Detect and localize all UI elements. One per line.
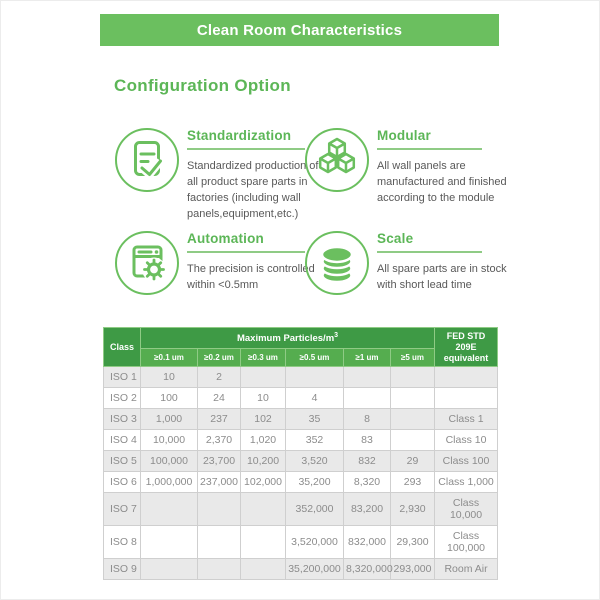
value-cell (391, 430, 435, 451)
value-cell: 83,200 (344, 493, 391, 526)
value-cell: 29,300 (391, 526, 435, 559)
size-header: ≥0.2 um (198, 349, 241, 367)
value-cell: 83 (344, 430, 391, 451)
fed-cell: Room Air (435, 559, 498, 580)
value-cell (391, 367, 435, 388)
class-cell: ISO 5 (104, 451, 141, 472)
value-cell (344, 388, 391, 409)
feature-scale (377, 231, 511, 293)
value-cell (141, 559, 198, 580)
value-cell: 352,000 (286, 493, 344, 526)
class-column-header: Class (104, 328, 141, 367)
value-cell: 35,200,000 (286, 559, 344, 580)
feature-title: Automation (187, 231, 264, 246)
table-body (104, 367, 498, 580)
coins-stack-icon (304, 230, 370, 296)
value-cell: 1,000 (141, 409, 198, 430)
value-cell (241, 526, 286, 559)
class-cell: ISO 8 (104, 526, 141, 559)
value-cell (198, 559, 241, 580)
value-cell (241, 367, 286, 388)
table-row (104, 430, 498, 451)
size-header: ≥0.5 um (286, 349, 344, 367)
section-title: Configuration Option (114, 76, 291, 95)
value-cell: 35 (286, 409, 344, 430)
value-cell: 102 (241, 409, 286, 430)
value-cell: 100,000 (141, 451, 198, 472)
value-cell (241, 559, 286, 580)
value-cell: 2 (198, 367, 241, 388)
class-cell: ISO 4 (104, 430, 141, 451)
size-header: ≥1 um (344, 349, 391, 367)
particles-group-header: Maximum Particles/$m^3$ (141, 328, 435, 349)
class-cell: ISO 6 (104, 472, 141, 493)
feature-title: Modular (377, 128, 431, 143)
table-row (104, 526, 498, 559)
title-underline (187, 148, 305, 150)
value-cell: 10,200 (241, 451, 286, 472)
value-cell (198, 493, 241, 526)
value-cell: 1,000,000 (141, 472, 198, 493)
table-row (104, 493, 498, 526)
feature-title: Standardization (187, 128, 292, 143)
cubes-icon (304, 127, 370, 193)
class-cell: ISO 2 (104, 388, 141, 409)
feature-description: All spare parts are in stock with short lead time (377, 263, 507, 291)
banner-title: Clean Room Characteristics (196, 21, 403, 39)
value-cell (344, 367, 391, 388)
value-cell (241, 493, 286, 526)
class-cell: ISO 3 (104, 409, 141, 430)
value-cell: 832 (344, 451, 391, 472)
value-cell: 1,020 (241, 430, 286, 451)
fed-column-header: FED STD 209E equivalent (435, 328, 498, 367)
table-row (104, 451, 498, 472)
value-cell: 4 (286, 388, 344, 409)
title-underline (377, 148, 482, 150)
feature-description: Standardized production of all product spare parts in factories (including wall panels,equipment,etc.) (187, 160, 319, 220)
size-header: ≥5 um (391, 349, 435, 367)
value-cell: 10 (141, 367, 198, 388)
cleanroom-table-wrapper (103, 327, 498, 580)
feature-modular (377, 128, 511, 206)
value-cell (141, 493, 198, 526)
value-cell (391, 388, 435, 409)
fed-cell (435, 367, 498, 388)
fed-cell: Class 100,000 (435, 526, 498, 559)
value-cell: 35,200 (286, 472, 344, 493)
value-cell (286, 367, 344, 388)
size-header: ≥0.1 um (141, 349, 198, 367)
value-cell (391, 409, 435, 430)
value-cell: 10 (241, 388, 286, 409)
value-cell: 237,000 (198, 472, 241, 493)
fed-cell: Class 1,000 (435, 472, 498, 493)
feature-description: All wall panels are manufactured and finished according to the module (377, 160, 507, 204)
fed-cell (435, 388, 498, 409)
fed-cell: Class 10 (435, 430, 498, 451)
value-cell: 293,000 (391, 559, 435, 580)
value-cell: 293 (391, 472, 435, 493)
size-header: ≥0.3 um (241, 349, 286, 367)
value-cell: 23,700 (198, 451, 241, 472)
table-row (104, 472, 498, 493)
feature-description: The precision is controlled within <0.5mm (187, 263, 315, 291)
value-cell: 3,520,000 (286, 526, 344, 559)
value-cell: 2,930 (391, 493, 435, 526)
class-cell: ISO 9 (104, 559, 141, 580)
class-cell: ISO 1 (104, 367, 141, 388)
value-cell: 102,000 (241, 472, 286, 493)
value-cell: 2,370 (198, 430, 241, 451)
feature-title: Scale (377, 231, 414, 246)
document-check-icon (114, 127, 180, 193)
value-cell: 8 (344, 409, 391, 430)
value-cell (141, 526, 198, 559)
window-gear-icon (114, 230, 180, 296)
value-cell: 8,320,000 (344, 559, 391, 580)
table-row (104, 388, 498, 409)
value-cell: 832,000 (344, 526, 391, 559)
title-underline (377, 251, 482, 253)
value-cell: 352 (286, 430, 344, 451)
fed-cell: Class 10,000 (435, 493, 498, 526)
fed-cell: Class 1 (435, 409, 498, 430)
value-cell: 3,520 (286, 451, 344, 472)
title-underline (187, 251, 305, 253)
fed-cell: Class 100 (435, 451, 498, 472)
table-row (104, 367, 498, 388)
header-row-group (104, 328, 498, 349)
page-banner (100, 14, 499, 46)
value-cell: 29 (391, 451, 435, 472)
value-cell: 10,000 (141, 430, 198, 451)
value-cell: 24 (198, 388, 241, 409)
value-cell: 237 (198, 409, 241, 430)
value-cell: 100 (141, 388, 198, 409)
value-cell (198, 526, 241, 559)
value-cell: 8,320 (344, 472, 391, 493)
table-row (104, 409, 498, 430)
class-cell: ISO 7 (104, 493, 141, 526)
table-row (104, 559, 498, 580)
cleanroom-table (103, 327, 498, 580)
